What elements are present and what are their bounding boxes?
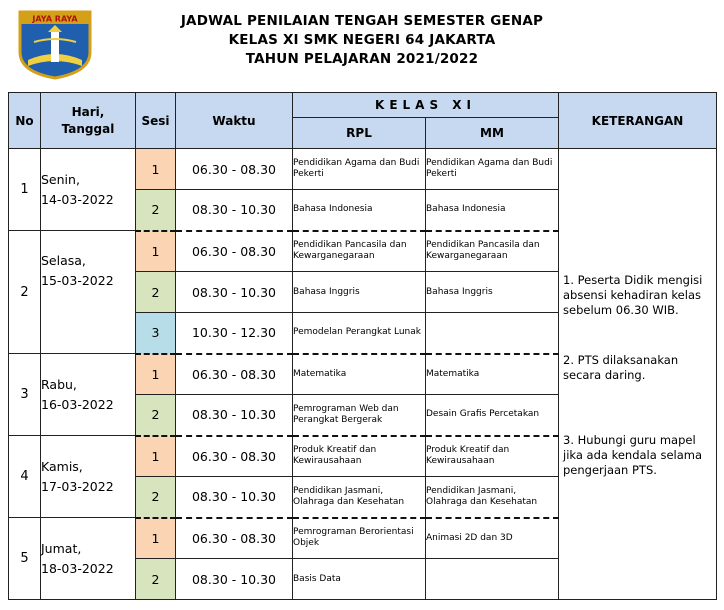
table-row: [9, 149, 717, 190]
subject-rpl: Produk Kreatif dan Kewirausahaan: [293, 436, 426, 477]
time-range: 08.30 - 10.30: [176, 559, 293, 600]
session-badge: 1: [136, 354, 176, 395]
subject-mm: Bahasa Indonesia: [426, 190, 559, 231]
header-waktu: Waktu: [176, 93, 293, 149]
day-number: 1: [9, 149, 41, 231]
title-line-1: JADWAL PENILAIAN TENGAH SEMESTER GENAP: [180, 13, 544, 29]
day-date: [41, 518, 136, 600]
day-date: [41, 354, 136, 436]
session-badge: 2: [136, 395, 176, 436]
date: 14-03-2022: [41, 191, 114, 207]
session-badge: 1: [136, 518, 176, 559]
day-name: Rabu,: [41, 376, 77, 392]
header-mm: MM: [426, 118, 559, 149]
time-range: 08.30 - 10.30: [176, 272, 293, 313]
date: 16-03-2022: [41, 396, 114, 412]
subject-mm: Pendidikan Pancasila dan Kewarganegaraan: [426, 231, 559, 272]
subject-mm: [426, 313, 559, 354]
day-number: 4: [9, 436, 41, 518]
title-line-3: TAHUN PELAJARAN 2021/2022: [245, 51, 479, 67]
subject-mm: Pendidikan Jasmani, Olahraga dan Kesehatan: [426, 477, 559, 518]
subject-mm: Bahasa Inggris: [426, 272, 559, 313]
subject-mm: Animasi 2D dan 3D: [426, 518, 559, 559]
header-kelas: KELAS XI: [293, 93, 559, 118]
subject-mm: Pendidikan Agama dan Budi Pekerti: [426, 149, 559, 190]
subject-rpl: Pendidikan Agama dan Budi Pekerti: [293, 149, 426, 190]
header-no: No: [9, 93, 41, 149]
time-range: 06.30 - 08.30: [176, 354, 293, 395]
header-sesi: Sesi: [136, 93, 176, 149]
logo-text: JAYA RAYA: [32, 14, 78, 24]
session-badge: 3: [136, 313, 176, 354]
session-badge: 1: [136, 149, 176, 190]
day-number: 5: [9, 518, 41, 600]
date: 17-03-2022: [41, 478, 114, 494]
time-range: 06.30 - 08.30: [176, 149, 293, 190]
note-1: 1. Peserta Didik mengisi absensi kehadiran kelas sebelum 06.30 WIB.: [563, 272, 703, 317]
day-number: 3: [9, 354, 41, 436]
subject-rpl: Pemrograman Web dan Perangkat Bergerak: [293, 395, 426, 436]
header-keterangan: KETERANGAN: [559, 93, 717, 149]
note-3: 3. Hubungi guru mapel jika ada kendala selama pengerjaan PTS.: [563, 432, 703, 477]
time-range: 08.30 - 10.30: [176, 477, 293, 518]
header-hari-tanggal: Hari, Tanggal: [41, 93, 136, 149]
subject-rpl: Pemodelan Perangkat Lunak: [293, 313, 426, 354]
time-range: 08.30 - 10.30: [176, 190, 293, 231]
subject-mm: [426, 559, 559, 600]
subject-rpl: Bahasa Indonesia: [293, 190, 426, 231]
day-name: Jumat,: [41, 540, 82, 556]
subject-rpl: Pendidikan Jasmani, Olahraga dan Kesehatan: [293, 477, 426, 518]
jakarta-logo: [14, 8, 96, 80]
day-name: Senin,: [41, 171, 80, 187]
day-date: [41, 436, 136, 518]
subject-rpl: Pemrograman Berorientasi Objek: [293, 518, 426, 559]
session-badge: 2: [136, 190, 176, 231]
day-date: [41, 231, 136, 354]
session-badge: 1: [136, 436, 176, 477]
subject-mm: Desain Grafis Percetakan: [426, 395, 559, 436]
day-name: Selasa,: [41, 253, 86, 268]
note-2: 2. PTS dilaksanakan secara daring.: [563, 352, 679, 382]
title-line-2: KELAS XI SMK NEGERI 64 JAKARTA: [228, 32, 496, 48]
session-badge: 2: [136, 272, 176, 313]
day-number: 2: [9, 231, 41, 354]
time-range: 06.30 - 08.30: [176, 518, 293, 559]
subject-rpl: Basis Data: [293, 559, 426, 600]
time-range: 06.30 - 08.30: [176, 231, 293, 272]
session-badge: 1: [136, 231, 176, 272]
time-range: 10.30 - 12.30: [176, 313, 293, 354]
session-badge: 2: [136, 559, 176, 600]
subject-rpl: Bahasa Inggris: [293, 272, 426, 313]
day-name: Kamis,: [41, 458, 83, 474]
day-date: [41, 149, 136, 231]
subject-rpl: Matematika: [293, 354, 426, 395]
document-title: [100, 12, 624, 69]
subject-mm: Matematika: [426, 354, 559, 395]
header-rpl: RPL: [293, 118, 426, 149]
schedule-table: [8, 92, 717, 600]
time-range: 08.30 - 10.30: [176, 395, 293, 436]
time-range: 06.30 - 08.30: [176, 436, 293, 477]
notes-column: [559, 149, 717, 600]
subject-mm: Produk Kreatif dan Kewirausahaan: [426, 436, 559, 477]
date: 15-03-2022: [41, 273, 114, 288]
date: 18-03-2022: [41, 560, 114, 576]
session-badge: 2: [136, 477, 176, 518]
subject-rpl: Pendidikan Pancasila dan Kewarganegaraan: [293, 231, 426, 272]
